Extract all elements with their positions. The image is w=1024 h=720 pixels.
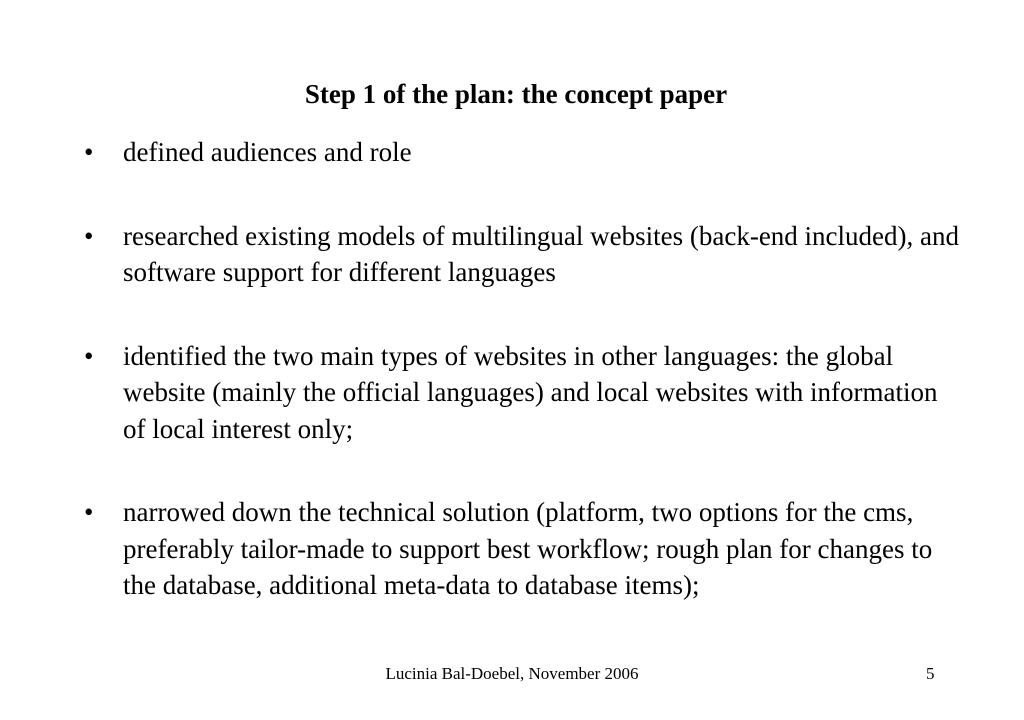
bullet-item	[80, 338, 960, 448]
bullet-icon: •	[84, 220, 94, 251]
bullet-list	[80, 134, 960, 651]
bullet-icon: •	[84, 340, 94, 371]
bullet-text: identified the two main types of websites in other languages: the global website (mainly the official languages) and local websites with information of local interest only;	[123, 340, 938, 444]
bullet-icon: •	[84, 497, 94, 527]
bullet-text: researched existing models of multilingual websites (back-end included), and software support for different languages	[123, 220, 959, 287]
page-number: 5	[926, 664, 935, 683]
bullet-icon: •	[84, 137, 94, 167]
footer-author: Lucinia Bal-Doebel, November 2006	[385, 664, 639, 683]
bullet-item	[80, 134, 960, 171]
bullet-item	[80, 218, 960, 291]
bullet-text: narrowed down the technical solution (platform, two options for the cms, preferably tailor-made to support best workflow; rough plan for changes to the database, additional meta-data to database items);	[123, 497, 933, 600]
bullet-item	[80, 494, 960, 604]
slide-title: Step 1 of the plan: the concept paper	[304, 79, 728, 109]
bullet-text: defined audiences and role	[123, 137, 412, 167]
